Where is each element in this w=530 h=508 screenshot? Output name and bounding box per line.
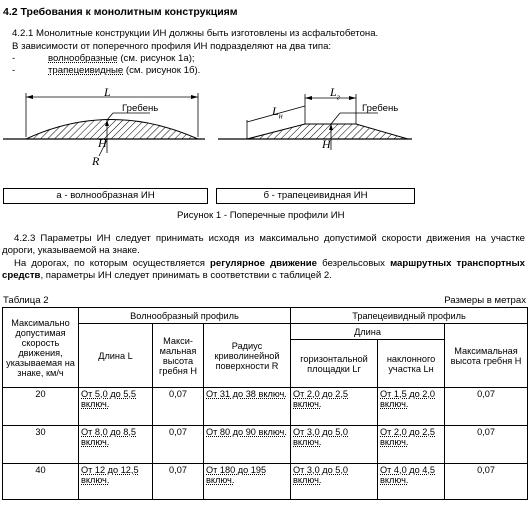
table-header-row: [3, 324, 528, 340]
caption-trap: б - трапецеивидная ИН: [216, 188, 415, 204]
label-crest-right: Гребень: [362, 103, 399, 114]
type-item-wave: - волнообразные (см. рисунок 1а);: [12, 53, 195, 64]
header-max-h-trap: Максимальная высота гребня H: [445, 324, 528, 388]
header-wave: Волнообразный профиль: [79, 308, 291, 324]
header-radius: Радиус криволинейной поверхности R: [204, 324, 291, 388]
figure-title: Рисунок 1 - Поперечные профили ИН: [177, 210, 345, 221]
table-title: Таблица 2: [3, 295, 49, 306]
paragraph-types: В зависимости от поперечного профиля ИН подразделяют на два типа:: [12, 41, 332, 52]
table-units: Размеры в метрах: [444, 295, 526, 306]
header-speed: Максимально допустимая скорость движения, указываемая на знаке, км/ч: [3, 308, 79, 388]
parameters-table: [2, 307, 528, 500]
label-H-left: H: [98, 136, 107, 150]
table-row: 40 От 12 до 12,5 включ. 0,07 От 180 до 195 включ. От 3,0 до 5,0 включ. От 4,0 до 4,5 включ. 0,07: [3, 464, 528, 500]
paragraph-421: 4.2.1 Монолитные конструкции ИН должны быть изготовлены из асфальтобетона.: [12, 28, 379, 39]
caption-wave: а - волнообразная ИН: [3, 188, 208, 204]
label-R: R: [92, 154, 100, 168]
type-name: трапецеивидные: [48, 65, 124, 76]
table-header-row: [3, 308, 528, 324]
type-name: волнообразные: [48, 53, 118, 64]
label-Lt: $L_г$: [330, 85, 340, 102]
wave-hump: [26, 120, 198, 140]
section-title: 4.2 Требования к монолитным конструкциям: [3, 6, 238, 18]
header-length: Длина: [291, 324, 445, 340]
paragraph-routes: На дорогах, по которым осуществляется регулярное движение безрельсовых маршрутных транспортных средств, параметры ИН следует принимать в соответствии с таблицей 2.: [2, 258, 525, 281]
label-H-right: H: [322, 137, 331, 151]
label-L: L: [104, 85, 111, 99]
paragraph-423: 4.2.3 Параметры ИН следует принимать исходя из максимально допустимой скорости движения на участке дороги, указываемой на знаке.: [2, 233, 525, 256]
header-incline: наклонного участка Lн: [378, 340, 445, 388]
label-crest-left: Гребень: [122, 103, 159, 114]
table-row: 20 От 5,0 до 5,5 включ. 0,07 От 31 до 38 включ. От 2,0 до 2,5 включ. От 1,5 до 2,0 включ. 0,07: [3, 388, 528, 426]
profile-figure: [0, 80, 530, 200]
label-Ln: $L_н$: [272, 104, 283, 121]
header-trap: Трапецеивидный профиль: [291, 308, 528, 324]
header-length-L: Длина L: [79, 324, 153, 388]
type-item-trap: - трапецеивидные (см. рисунок 1б).: [12, 65, 201, 76]
header-horizontal: горизонтальной площадки Lг: [291, 340, 378, 388]
header-max-h-wave: Макси-мальная высота гребня H: [153, 324, 204, 388]
table-row: 30 От 8,0 до 8,5 включ. 0,07 От 80 до 90 включ. От 3,0 до 5,0 включ. От 2,0 до 2,5 включ. 0,07: [3, 426, 528, 464]
